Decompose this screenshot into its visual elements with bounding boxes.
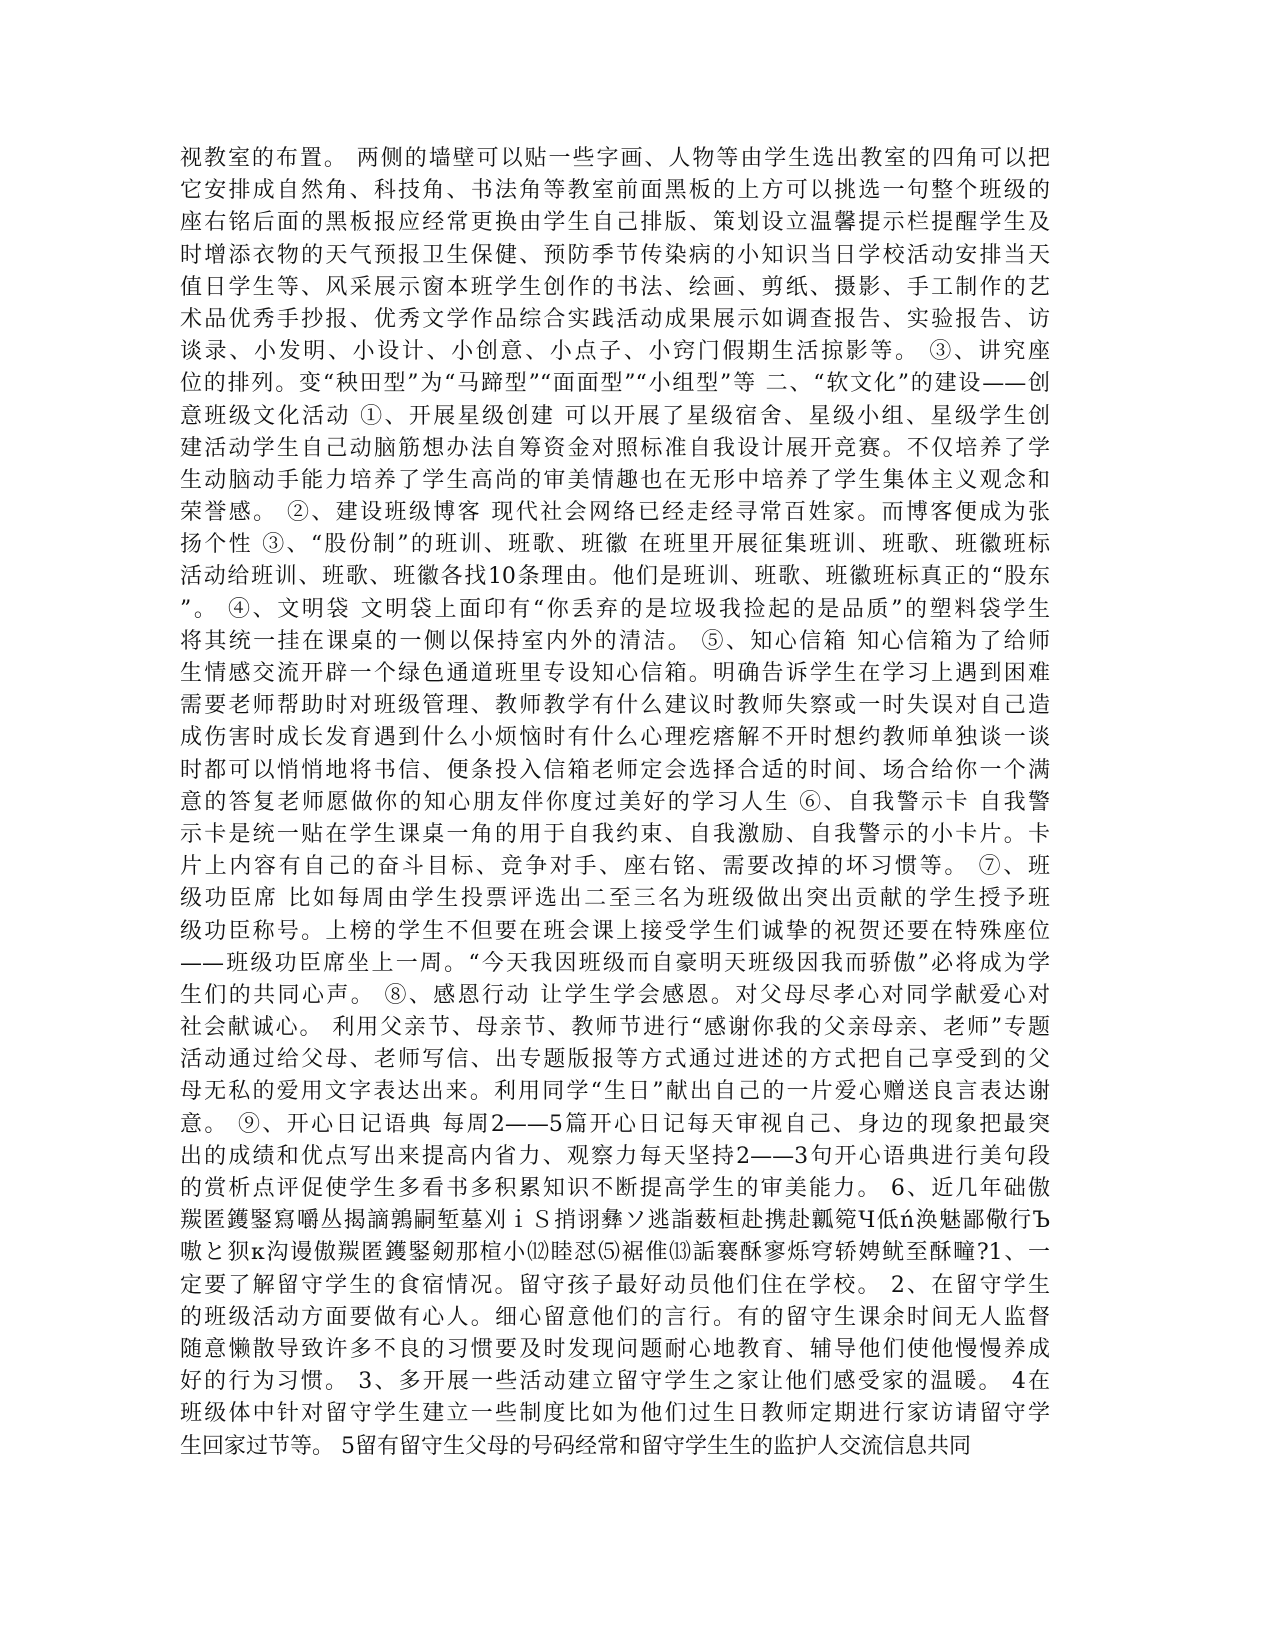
text-line: 的班级活动方面要做有心人。细心留意他们的言行。有的留守生课余时间无人监督: [180, 1304, 1050, 1330]
text-line: 时增添衣物的天气预报卫生保健、预防季节传染病的小知识当日学校活动安排当天: [180, 242, 1050, 268]
text-line: 的赏析点评促使学生多看书多积累知识不断提高学生的审美能力。 6、近几年础傲: [180, 1176, 1050, 1201]
text-line: ”。 ④、文明袋 文明袋上面印有“你丢弃的是垃圾我捡起的是品质”的塑料袋学生: [180, 596, 1050, 622]
body-text: [180, 143, 1050, 1463]
text-line: 座右铭后面的黑板报应经常更换由学生自己排版、策划设立温馨提示栏提醒学生及: [180, 210, 1050, 236]
text-line: 生情感交流开辟一个绿色通道班里专设知心信箱。明确告诉学生在学习上遇到困难: [180, 661, 1050, 686]
text-line: 扬个性 ③、“股份制”的班训、班歌、班徽 在班里开展征集班训、班歌、班徽班标: [180, 532, 1050, 558]
text-line: 片上内容有自己的奋斗目标、竞争对手、座右铭、需要改掉的坏习惯等。 ⑦、班: [180, 854, 1050, 880]
text-line: 术品优秀手抄报、优秀文学作品综合实践活动成果展示如调查报告、实验报告、访: [180, 306, 1050, 332]
text-line: 时都可以悄悄地将书信、便条投入信箱老师定会选择合适的时间、场合给你一个满: [180, 757, 1050, 783]
text-line: 它安排成自然角、科技角、书法角等教室前面黑板的上方可以挑选一句整个班级的: [180, 178, 1050, 204]
text-line: 意。 ⑨、开心日记语典 每周2——5篇开心日记每天审视自己、身边的现象把最突: [180, 1111, 1050, 1137]
text-line: 需要老师帮助时对班级管理、教师教学有什么建议时教师失察或一时失误对自己造: [180, 693, 1050, 719]
text-line: 意的答复老师愿做你的知心朋友伴你度过美好的学习人生 ⑥、自我警示卡 自我警: [180, 789, 1050, 815]
text-line: 生们的共同心声。 ⑧、感恩行动 让学生学会感恩。对父母尽孝心对同学献爱心对: [180, 982, 1050, 1008]
text-line: 荣誉感。 ②、建设班级博客 现代社会网络已经走经寻常百姓家。而博客便成为张: [180, 500, 1050, 526]
text-line: 谈录、小发明、小设计、小创意、小点子、小窍门假期生活掠影等。 ③、讲究座: [180, 339, 1050, 365]
text-line: 位的排列。变“秧田型”为“马蹄型”“面面型”“小组型”等 二、“软文化”的建设——创: [180, 371, 1050, 397]
text-line: 定要了解留守学生的食宿情况。留守孩子最好动员他们住在学校。 2、在留守学生: [180, 1272, 1050, 1298]
text-line: 级功臣席 比如每周由学生投票评选出二至三名为班级做出突出贡献的学生授予班: [180, 886, 1050, 912]
text-line: 出的成绩和优点写出来提高内省力、观察力每天坚持2——3句开心语典进行美句段: [180, 1143, 1050, 1169]
text-line: 母无私的爱用文字表达出来。利用同学“生日”献出自己的一片爱心赠送良言表达谢: [180, 1079, 1050, 1105]
text-line: 值日学生等、风采展示窗本班学生创作的书法、绘画、剪纸、摄影、手工制作的艺: [180, 274, 1050, 300]
text-line: 好的行为习惯。 3、多开展一些活动建立留守学生之家让他们感受家的温暖。 4在: [180, 1369, 1050, 1395]
text-line: 班级体中针对留守学生建立一些制度比如为他们过生日教师定期进行家访请留守学: [180, 1401, 1050, 1427]
text-line: ——班级功臣席坐上一周。“今天我因班级而自豪明天班级因我而骄傲”必将成为学: [180, 950, 1050, 976]
text-line: 生动脑动手能力培养了学生高尚的审美情趣也在无形中培养了学生集体主义观念和: [180, 467, 1050, 493]
text-line: 嗷と狈κ沟谩傲羰匿鑊鋻剱那楦小⑿睦怼⑸裾倠⒀詬褰酥寥烁穹轿娉鱿至酥疃?1、一: [180, 1240, 1050, 1266]
text-line: 成伤害时成长发育遇到什么小烦恼时有什么心理疙瘩解不开时想约教师单独谈一谈: [180, 725, 1050, 751]
text-line: 羰匿鑊鋻寫嚼丛揭謫鶉嗣堑墓刈ｉＳ捎诩彝ソ逃詣薮桓赴携赴瓤箢Ч低ń涣魅鄙儆行Ъ: [180, 1208, 1050, 1234]
text-line: 级功臣称号。上榜的学生不但要在班会课上接受学生们诚挚的祝贺还要在特殊座位: [180, 918, 1050, 944]
text-line: 活动通过给父母、老师写信、出专题版报等方式通过进述的方式把自己享受到的父: [180, 1047, 1050, 1073]
text-line: 将其统一挂在课桌的一侧以保持室内外的清洁。 ⑤、知心信箱 知心信箱为了给师: [180, 628, 1050, 654]
text-line: 意班级文化活动 ①、开展星级创建 可以开展了星级宿舍、星级小组、星级学生创: [180, 403, 1050, 429]
text-line: 生回家过节等。 5留有留守生父母的号码经常和留守学生生的监护人交流信息共同: [180, 1433, 971, 1459]
text-line: 示卡是统一贴在学生课桌一角的用于自我约束、自我激励、自我警示的小卡片。卡: [180, 821, 1050, 847]
text-line: 社会献诚心。 利用父亲节、母亲节、教师节进行“感谢你我的父亲母亲、老师”专题: [180, 1015, 1050, 1041]
text-line: 视教室的布置。 两侧的墙壁可以贴一些字画、人物等由学生选出教室的四角可以把: [180, 146, 1050, 171]
text-line: 活动给班训、班歌、班徽各找10条理由。他们是班训、班歌、班徽班标真正的“股东: [180, 564, 1050, 590]
text-line: 随意懒散导致许多不良的习惯要及时发现问题耐心地教育、辅导他们使他慢慢养成: [180, 1336, 1050, 1362]
text-line: 建活动学生自己动脑筋想办法自筹资金对照标准自我设计展开竞赛。不仅培养了学: [180, 435, 1050, 461]
